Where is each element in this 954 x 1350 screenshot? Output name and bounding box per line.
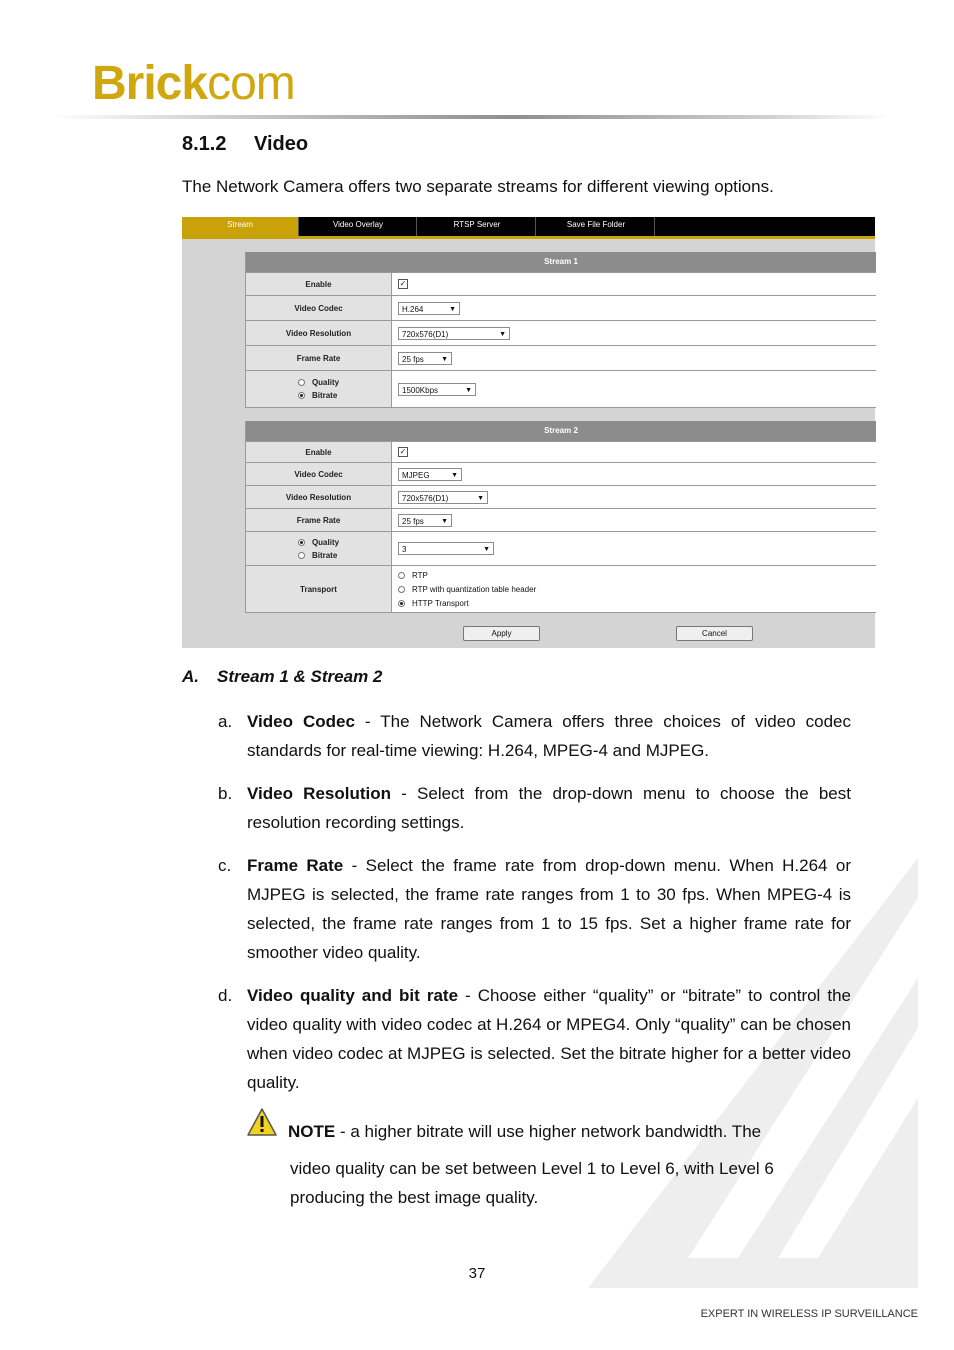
tab-bar [182,217,875,236]
list-item-video-resolution: b. Video Resolution - Select from the drop-down menu to choose the best resolution recording settings. [218,784,851,832]
tab-rtsp-server[interactable]: RTSP Server [419,217,536,236]
stream2-resolution-label: Video Resolution [246,486,392,508]
stream1-codec-select[interactable]: H.264 ▼ [398,302,460,315]
tab-underline [182,236,875,239]
stream1-resolution-label: Video Resolution [246,321,392,345]
stream2-rate-mode: Quality Bitrate [298,536,339,562]
stream1-enable-checkbox[interactable]: ✓ [399,279,407,288]
note-line-1: NOTE - a higher bitrate will use higher network bandwidth. The [288,1122,762,1141]
list-item-video-codec: a. Video Codec - The Network Camera offers three choices of video codec standards for real-time viewing: H.264, MPEG-4 and MJPEG. [218,712,851,760]
transport-rtp-radio[interactable] [398,572,405,579]
chevron-down-icon: ▼ [499,330,506,338]
warning-icon [246,1107,278,1137]
chevron-down-icon: ▼ [451,471,458,479]
stream1-bitrate-select[interactable]: 1500Kbps ▼ [398,383,476,396]
stream1-enable-label: Enable [246,273,392,295]
chevron-down-icon: ▼ [465,386,472,394]
tab-stream[interactable]: Stream [182,217,299,236]
stream1-header: Stream 1 [246,252,876,272]
subsection-heading: A. Stream 1 & Stream 2 [182,667,383,686]
stream1-bitrate-radio[interactable] [298,392,305,399]
stream1-rate-mode: Quality Bitrate [298,376,339,402]
stream2-header: Stream 2 [246,421,876,441]
video-settings-screenshot [182,217,875,648]
page-number: 37 [468,1265,486,1282]
stream1-framerate-label: Frame Rate [246,346,392,370]
stream2-framerate-label: Frame Rate [246,509,392,531]
stream1-framerate-select[interactable]: 25 fps ▼ [398,352,452,365]
stream2-transport-options: RTP RTP with quantization table header HTTP Transport [398,568,536,610]
stream2-bitrate-radio[interactable] [298,552,305,559]
brickcom-logo: Brickcom [92,57,295,110]
stream2-enable-label: Enable [246,442,392,462]
chevron-down-icon: ▼ [449,305,456,313]
tab-video-overlay[interactable]: Video Overlay [300,217,417,236]
stream2-transport-label: Transport [246,566,392,612]
chevron-down-icon: ▼ [441,355,448,363]
stream2-enable-checkbox[interactable]: ✓ [399,447,407,456]
apply-button[interactable]: Apply [463,626,540,641]
stream1-quality-radio[interactable] [298,379,305,386]
list-item-quality-bitrate: d. Video quality and bit rate - Choose either “quality” or “bitrate” to control the video quality with video codec at H.264 or MPEG4. Only “quality” can be chosen when video codec at MJPEG is selected. Set the bitrate higher for a better video quality. [218,986,851,1092]
transport-http-radio[interactable] [398,600,405,607]
header-divider [50,115,890,119]
stream2-codec-label: Video Codec [246,463,392,485]
stream1-codec-label: Video Codec [246,296,392,320]
transport-rtp-qtable-radio[interactable] [398,586,405,593]
stream1-resolution-select[interactable]: 720x576(D1) ▼ [398,327,510,340]
footer-tagline: EXPERT IN WIRELESS IP SURVEILLANCE [700,1308,918,1320]
note-line-2: video quality can be set between Level 1 to Level 6, with Level 6 producing the best image quality. [290,1159,774,1207]
chevron-down-icon: ▼ [477,494,484,502]
stream2-quality-radio[interactable] [298,539,305,546]
list-item-frame-rate: c. Frame Rate - Select the frame rate from drop-down menu. When H.264 or MJPEG is selected, the frame rate ranges from 1 to 30 fps. When MPEG-4 is selected, the frame rate ranges from 1 to 15 fps. Set a higher frame rate for smoother video quality. [218,856,851,962]
tab-save-file-folder[interactable]: Save File Folder [538,217,655,236]
intro-text: The Network Camera offers two separate streams for different viewing options. [182,177,774,196]
stream2-codec-select[interactable]: MJPEG ▼ [398,468,462,481]
stream2-framerate-select[interactable]: 25 fps ▼ [398,514,452,527]
stream2-quality-select[interactable]: 3 ▼ [398,542,494,555]
section-title: 8.1.2 Video [182,133,309,155]
stream2-resolution-select[interactable]: 720x576(D1) ▼ [398,491,488,504]
chevron-down-icon: ▼ [441,517,448,525]
stream1-panel [245,252,876,408]
chevron-down-icon: ▼ [483,546,490,553]
stream2-panel [245,421,876,613]
cancel-button[interactable]: Cancel [676,626,753,641]
